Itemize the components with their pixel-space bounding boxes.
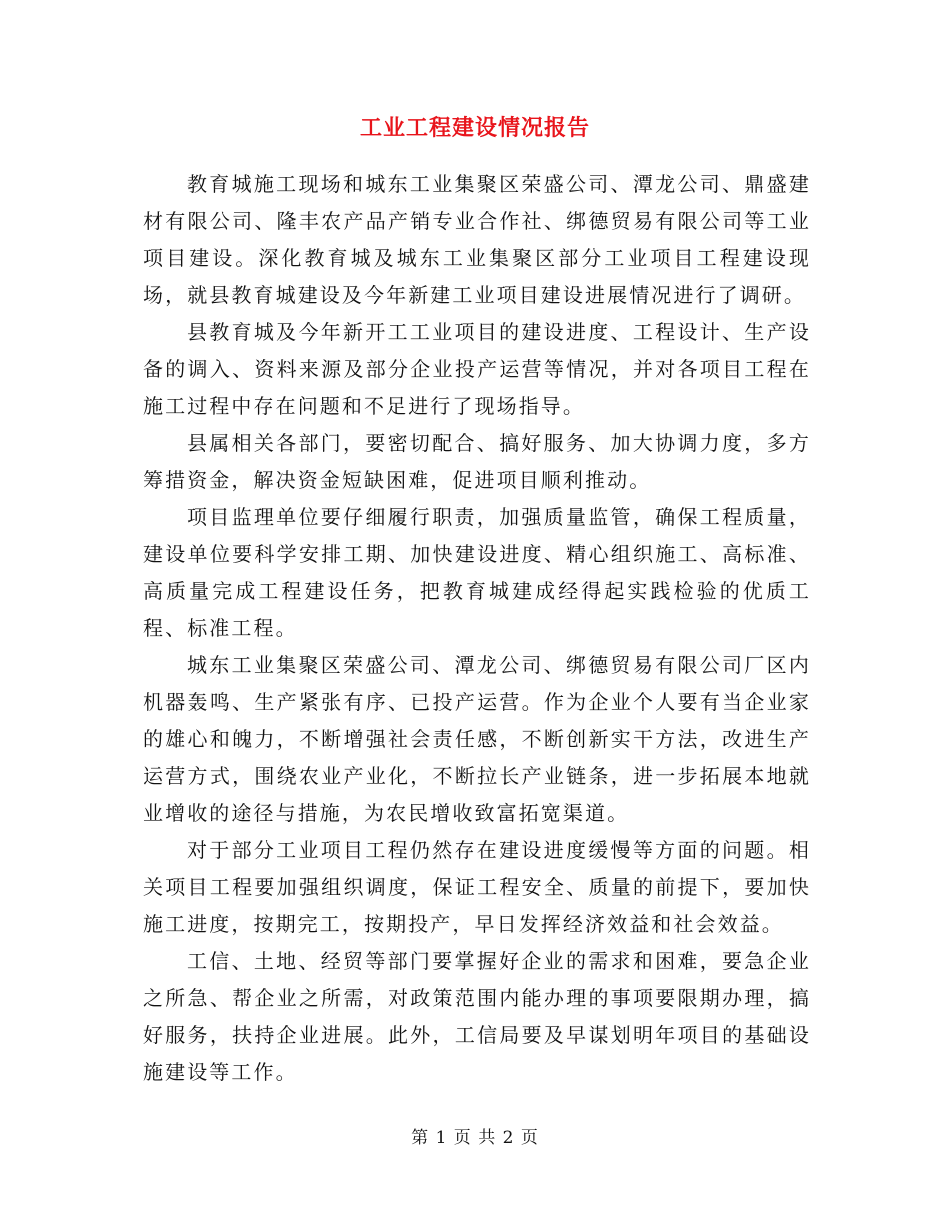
- paragraph-3: 县属相关各部门，要密切配合、搞好服务、加大协调力度，多方筹措资金，解决资金短缺困难，促进项目顺利推动。: [143, 431, 811, 492]
- paragraph-6: 对于部分工业项目工程仍然存在建设进度缓慢等方面的问题。相关项目工程要加强组织调度，保证工程安全、质量的前提下，要加快施工进度，按期完工，按期投产，早日发挥经济效益和社会效益。: [143, 838, 811, 936]
- paragraph-5: 城东工业集聚区荣盛公司、潭龙公司、绑德贸易有限公司厂区内机器轰鸣、生产紧张有序、已投产运营。作为企业个人要有当企业家的雄心和魄力，不断增强社会责任感，不断创新实干方法，改进生产运营方式，围绕农业产业化，不断拉长产业链条，进一步拓展本地就业增收的途径与措施，为农民增收致富拓宽渠道。: [143, 653, 811, 825]
- document-title: 工业工程建设情况报告: [359, 116, 590, 141]
- paragraph-1: 教育城施工现场和城东工业集聚区荣盛公司、潭龙公司、鼎盛建材有限公司、隆丰农产品产销专业合作社、绑德贸易有限公司等工业项目建设。深化教育城及城东工业集聚区部分工业项目工程建设现场，就县教育城建设及今年新建工业项目建设进展情况进行了调研。: [143, 172, 811, 307]
- paragraph-4: 项目监理单位要仔细履行职责，加强质量监管，确保工程质量，建设单位要科学安排工期、加快建设进度、精心组织施工、高标准、高质量完成工程建设任务，把教育城建成经得起实践检验的优质工程、标准工程。: [143, 505, 811, 640]
- paragraph-7: 工信、土地、经贸等部门要掌握好企业的需求和困难，要急企业之所急、帮企业之所需，对政策范围内能办理的事项要限期办理，搞好服务，扶持企业进展。此外，工信局要及早谋划明年项目的基础设施建设等工作。: [143, 949, 811, 1084]
- page-number-footer: 第 1 页 共 2 页: [411, 1128, 539, 1148]
- document-body: [143, 166, 811, 1091]
- paragraph-2: 县教育城及今年新开工工业项目的建设进度、工程设计、生产设备的调入、资料来源及部分企业投产运营等情况，并对各项目工程在施工过程中存在问题和不足进行了现场指导。: [143, 320, 811, 418]
